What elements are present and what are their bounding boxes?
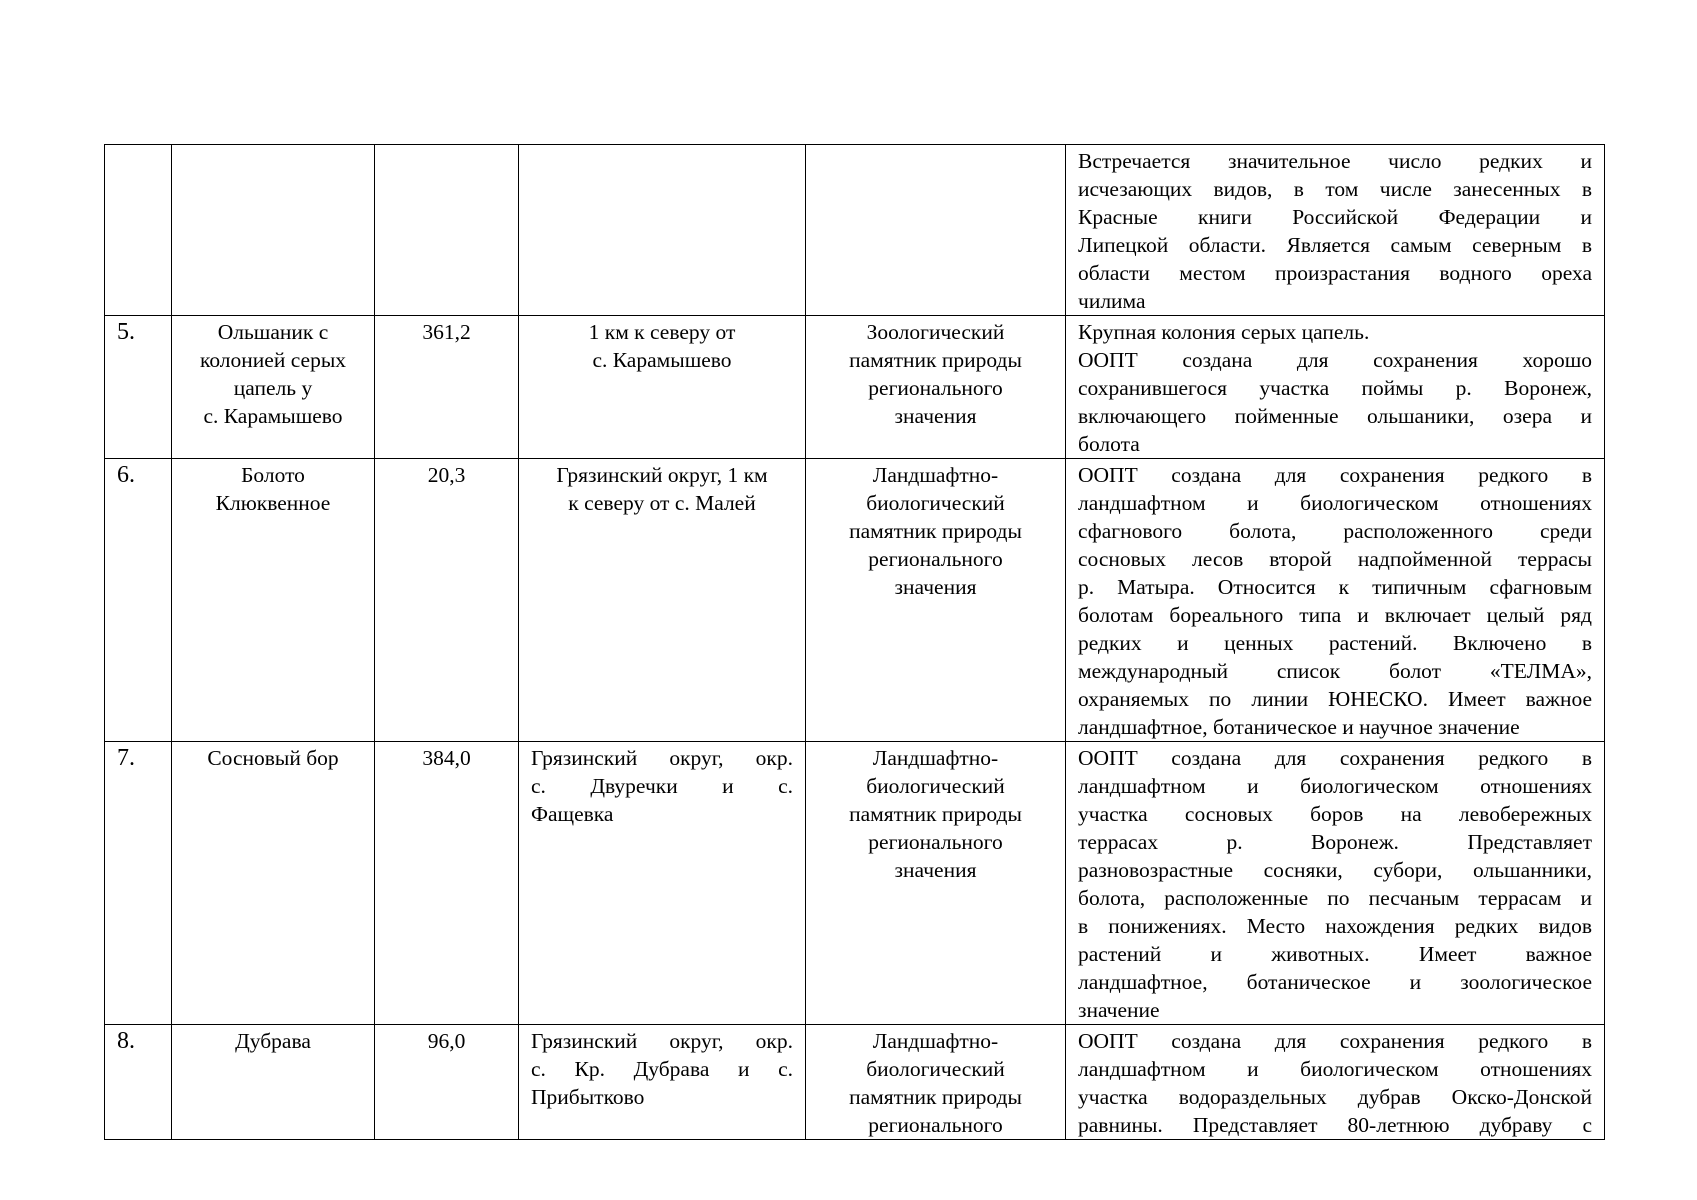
location-line: Фащевка [531,802,614,826]
description-line: болота, расположенные по песчаным террасам и [1078,886,1592,910]
description-line: в понижениях. Место нахождения редких видов [1078,914,1592,938]
category-line: памятник природы [849,348,1022,372]
category-line: значения [894,404,977,428]
area-cell [375,145,519,316]
location-cell [519,316,806,459]
category-cell [806,1025,1066,1140]
category-line: значения [894,858,977,882]
location-cell [519,742,806,1025]
name-line: Клюквенное [215,491,331,515]
description-line: р. Матыра. Относится к типичным сфагновым [1078,575,1592,599]
table-row [105,1025,1605,1140]
description-line: Встречается значительное число редких и [1078,149,1592,173]
description-line: болота [1078,432,1140,456]
description-line: ООПТ создана для сохранения редкого в [1078,463,1592,487]
area-cell [375,459,519,742]
description-line: Липецкой области. Является самым северным в [1078,233,1592,257]
category-line: биологический [866,774,1005,798]
name-line: колонией серых [199,348,347,372]
row-number-cell [105,459,172,742]
row-number-cell [105,1025,172,1140]
name-cell [172,459,375,742]
area-cell [375,742,519,1025]
location-cell [519,145,806,316]
location-line: к северу от с. Малей [568,491,756,515]
area-value: 96,0 [427,1029,466,1053]
description-line: ландшафтном и биологическом отношениях [1078,491,1592,515]
location-line: Прибытково [531,1085,645,1109]
location-line: Грязинский округ, окр. [531,746,793,770]
row-number-cell [105,145,172,316]
category-cell [806,316,1066,459]
location-line: 1 км к северу от [588,320,736,344]
category-line: регионального [868,376,1003,400]
area-value: 384,0 [422,746,471,770]
name-line: с. Карамышево [203,404,343,428]
location-line: Грязинский округ, 1 км [556,463,768,487]
category-line: памятник природы [849,802,1022,826]
name-cell [172,1025,375,1140]
area-value: 20,3 [427,463,466,487]
location-line: Грязинский округ, окр. [531,1029,793,1053]
description-cell [1066,459,1605,742]
name-cell [172,742,375,1025]
description-line: включающего пойменные ольшаники, озера и [1078,404,1592,428]
description-line: ландшафтное, ботаническое и зоологическое [1078,970,1592,994]
description-line: значение [1078,998,1160,1022]
protected-areas-table [104,144,1605,1140]
row-number-cell [105,316,172,459]
category-line: Зоологический [866,320,1005,344]
category-line: регионального [868,547,1003,571]
description-line: сфагнового болота, расположенного среди [1078,519,1592,543]
description-line: охраняемых по линии ЮНЕСКО. Имеет важное [1078,687,1592,711]
category-line: регионального [868,830,1003,854]
description-line: редких и ценных растений. Включено в [1078,631,1592,655]
area-cell [375,1025,519,1140]
description-line: Крупная колония серых цапель. [1078,320,1370,344]
category-line: памятник природы [849,519,1022,543]
description-line: террасах р. Воронеж. Представляет [1078,830,1592,854]
description-line: чилима [1078,289,1146,313]
name-line: Ольшаник с [217,320,329,344]
location-line: с. Карамышево [592,348,732,372]
name-line: Дубрава [235,1029,311,1053]
description-line: участка водораздельных дубрав Окско-Донской [1078,1085,1592,1109]
table-row [105,459,1605,742]
category-cell [806,742,1066,1025]
name-cell [172,316,375,459]
category-line: значения [894,575,977,599]
description-line: равнины. Представляет 80-летнюю дубраву с [1078,1113,1592,1137]
description-line: разновозрастные сосняки, субори, ольшанники, [1078,858,1592,882]
description-line: ООПТ создана для сохранения редкого в [1078,746,1592,770]
row-number: 5. [117,319,135,345]
row-number: 8. [117,1028,135,1054]
description-cell [1066,316,1605,459]
area-value: 361,2 [422,320,471,344]
description-cell [1066,742,1605,1025]
name-line: цапель у [233,376,313,400]
row-number: 6. [117,462,135,488]
name-cell [172,145,375,316]
description-cell [1066,145,1605,316]
location-cell [519,1025,806,1140]
description-line: области местом произрастания водного ореха [1078,261,1592,285]
description-line: растений и животных. Имеет важное [1078,942,1592,966]
description-line: ландшафтном и биологическом отношениях [1078,1057,1592,1081]
category-line: Ландшафтно- [872,1029,999,1053]
category-line: памятник природы [849,1085,1022,1109]
description-line: участка сосновых боров на левобережных [1078,802,1592,826]
description-line: ООПТ создана для сохранения хорошо [1078,348,1592,372]
category-cell [806,459,1066,742]
description-line: сосновых лесов второй надпойменной террасы [1078,547,1592,571]
category-cell [806,145,1066,316]
description-line: ландшафтном и биологическом отношениях [1078,774,1592,798]
location-line: с. Кр. Дубрава и с. [531,1057,793,1081]
table-row [105,145,1605,316]
table-body [105,145,1605,1140]
row-number: 7. [117,745,135,771]
category-line: биологический [866,491,1005,515]
description-line: ООПТ создана для сохранения редкого в [1078,1029,1592,1053]
description-line: международный список болот «ТЕЛМА», [1078,659,1592,683]
description-line: болотам бореального типа и включает целый ряд [1078,603,1592,627]
table-row [105,742,1605,1025]
location-cell [519,459,806,742]
area-cell [375,316,519,459]
name-line: Болото [241,463,305,487]
category-line: биологический [866,1057,1005,1081]
category-line: регионального [868,1113,1003,1137]
table-row [105,316,1605,459]
location-line: с. Двуречки и с. [531,774,793,798]
description-line: сохранившегося участка поймы р. Воронеж, [1078,376,1592,400]
row-number-cell [105,742,172,1025]
category-line: Ландшафтно- [872,463,999,487]
description-line: Красные книги Российской Федерации и [1078,205,1592,229]
description-line: ландшафтное, ботаническое и научное значение [1078,715,1520,739]
description-line: исчезающих видов, в том числе занесенных в [1078,177,1592,201]
name-line: Сосновый бор [207,746,339,770]
category-line: Ландшафтно- [872,746,999,770]
description-cell [1066,1025,1605,1140]
